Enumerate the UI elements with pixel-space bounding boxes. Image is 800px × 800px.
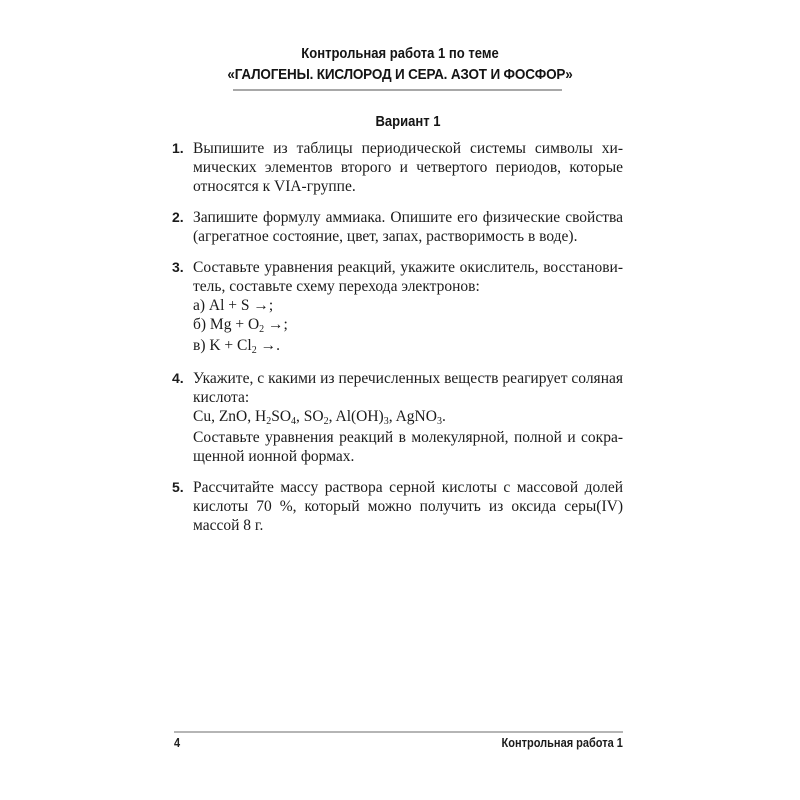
formula-subscript: 2 xyxy=(251,345,257,356)
task-line: тель, составьте схему перехода электронов: xyxy=(193,278,480,295)
work-pretitle: Контрольная работа 1 по теме xyxy=(301,46,499,62)
footer-section-title xyxy=(485,736,623,750)
formula-subscript: 2 xyxy=(266,416,272,427)
variant-title: Вариант 1 xyxy=(375,114,441,130)
page-number xyxy=(174,736,181,750)
task-item xyxy=(172,369,623,466)
footer-section-text: Контрольная работа 1 xyxy=(501,736,623,750)
task-text xyxy=(193,258,623,357)
formula-text: →; xyxy=(264,316,288,333)
task-line: а) Al + S →; xyxy=(193,297,274,314)
footer-rule xyxy=(174,731,623,733)
task-line: Укажите, с какими из перечисленных веществ реагирует соляная xyxy=(193,370,623,387)
formula-text: , SO xyxy=(296,408,324,425)
formula-text: , Al(OH) xyxy=(328,408,384,425)
task-number: 3. xyxy=(172,259,184,275)
task-item xyxy=(172,478,623,535)
task-item xyxy=(172,139,623,196)
task-number: 2. xyxy=(172,209,184,225)
task-line xyxy=(193,336,623,357)
task-text xyxy=(193,369,623,466)
task-item xyxy=(172,258,623,357)
task-line: мических элементов второго и четвертого периодов, которые xyxy=(193,159,623,176)
task-number: 5. xyxy=(172,479,184,495)
formula-subscript: 2 xyxy=(323,416,329,427)
task-line: (агрегатное состояние, цвет, запах, растворимость в воде). xyxy=(193,228,578,245)
page-header xyxy=(0,44,800,85)
task-line xyxy=(193,315,623,336)
work-title: «ГАЛОГЕНЫ. КИСЛОРОД И СЕРА. АЗОТ И ФОСФОР» xyxy=(227,66,573,83)
task-number: 4. xyxy=(172,370,184,386)
formula-text: . xyxy=(441,408,446,425)
task-line: щенной ионной формах. xyxy=(193,448,355,465)
task-line: относятся к VIA-группе. xyxy=(193,178,356,195)
title-underline-rule xyxy=(233,89,562,91)
task-line: кислоты 70 %, который можно получить из оксида серы(IV) xyxy=(193,498,623,515)
task-text xyxy=(193,208,623,246)
task-list xyxy=(172,139,623,535)
task-line: Выпишите из таблицы периодической системы символы хи- xyxy=(193,140,623,157)
task-line xyxy=(193,407,623,428)
formula-text: SO xyxy=(271,408,292,425)
formula-subscript: 2 xyxy=(259,324,265,335)
task-line: массой 8 г. xyxy=(193,517,264,534)
formula-subscript: 3 xyxy=(436,416,442,427)
formula-text: →. xyxy=(256,337,280,354)
task-line: Запишите формулу аммиака. Опишите его физические свойства xyxy=(193,209,623,226)
task-line: Составьте уравнения реакций в молекулярной, полной и сокра- xyxy=(193,429,623,446)
formula-text: б) Mg + O xyxy=(193,316,260,333)
formula-subscript: 4 xyxy=(291,416,297,427)
formula-text: в) K + Cl xyxy=(193,337,252,354)
formula-text: , AgNO xyxy=(388,408,437,425)
task-text xyxy=(193,478,623,535)
task-line: Рассчитайте массу раствора серной кислоты с массовой долей xyxy=(193,479,623,496)
task-number: 1. xyxy=(172,140,184,156)
task-line: Составьте уравнения реакций, укажите окислитель, восстанови- xyxy=(193,259,623,276)
task-text xyxy=(193,139,623,196)
task-item xyxy=(172,208,623,246)
formula-subscript: 3 xyxy=(383,416,389,427)
task-line: кислота: xyxy=(193,389,250,406)
formula-text: Cu, ZnO, H xyxy=(193,408,267,425)
page-number-text: 4 xyxy=(174,736,181,750)
